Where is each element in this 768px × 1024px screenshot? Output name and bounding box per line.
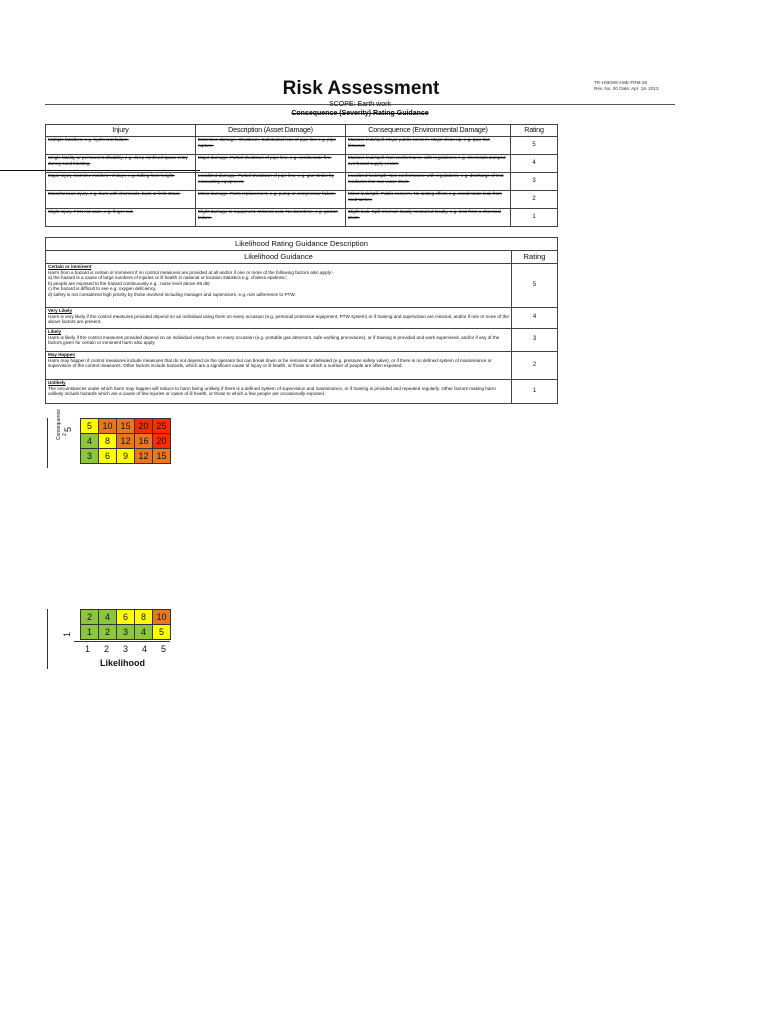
consequence-title: Consequence (Severity) Rating Guidance: [291, 110, 429, 117]
table-row: [46, 137, 558, 155]
consequence-row-label-1: 1: [62, 631, 72, 637]
risk-cell: 12: [117, 434, 135, 449]
guidance-cell: [46, 264, 512, 308]
risk-cell: 4: [99, 610, 117, 625]
x-axis-line: [74, 641, 170, 642]
consequence-row-label: 5: [63, 426, 73, 432]
doc-revision: Rev. No. 00 Date: Apr. 19, 2013: [594, 86, 659, 91]
risk-cell: 5: [81, 419, 99, 434]
matrix-row: [81, 419, 171, 434]
env-cell: Localized leak/spill. Non conformance with regulations, e.g. discharge of test mediums into rain water drain.: [346, 173, 511, 191]
injury-cell: Single fatality or permanent disability, e.g. deep confined space entry during sand blasting.: [46, 155, 196, 173]
matrix-row: [81, 610, 171, 625]
risk-cell: 10: [153, 610, 171, 625]
table-row: [46, 155, 558, 173]
env-cell: Massive leak/spill. Non conformance with regulations, e.g. chemicals dumped overboard supply vessel.: [346, 155, 511, 173]
matrix-axis-bottom: [47, 609, 48, 669]
guidance-label: Very Likely: [48, 308, 73, 313]
risk-cell: 8: [99, 434, 117, 449]
likelihood-tick-label: 1: [85, 644, 91, 654]
asset-cell: Extensive damage. Shutdown. Substantial loss of pipe line e.g. pipe rupture.: [196, 137, 346, 155]
rating-cell: 4: [511, 155, 558, 173]
risk-cell: 10: [99, 419, 117, 434]
guidance-text: c) the hazard is difficult to see e.g. oxygen deficiency.: [48, 286, 157, 292]
rating-cell: 3: [512, 329, 558, 352]
risk-cell: 6: [99, 449, 117, 464]
risk-cell: 20: [135, 419, 153, 434]
table-row: [46, 308, 558, 329]
consequence-header-row: [46, 125, 558, 137]
asset-cell: Slight damage to equipment. Minimal cost. No downtime, e.g. gasket failure.: [196, 209, 346, 227]
asset-cell: Minor damage. Parts replacement, e.g. pump or compressor failure.: [196, 191, 346, 209]
risk-matrix-top: [80, 418, 171, 464]
asset-cell: Localized damage. Partial shutdown of pipe line, e.g. gas stroke by excavating equipment.: [196, 173, 346, 191]
risk-cell: 6: [117, 610, 135, 625]
likelihood-title: Likelihood Rating Guidance Description: [46, 238, 558, 251]
matrix-row: [81, 449, 171, 464]
col-likelihood-rating: Rating: [512, 251, 558, 264]
guidance-label: Likely: [48, 329, 62, 334]
risk-cell: 9: [117, 449, 135, 464]
table-row: [46, 173, 558, 191]
guidance-text: Harm is very likely if the control measures provided depend on an individual using them on every occasion (e.g. personal protective equipment, PTW system) or if training and supervision are minimal, and/or if one or more of the above factors are present.: [48, 313, 509, 325]
env-cell: Massive leak/spill. Major public concern. Major clean up, e.g. pipe line blowout.: [346, 137, 511, 155]
likelihood-tick-label: 5: [161, 644, 167, 654]
col-likelihood-guidance: Likelihood Guidance: [46, 251, 512, 264]
guidance-text: a) the hazard is a cause of large numbers of injuries or ill health in national or location statistics e.g. cholera epidemic;: [48, 275, 288, 281]
risk-cell: 8: [135, 610, 153, 625]
table-row: [46, 209, 558, 227]
asset-cell: Major damage. Partial shutdown of pipe line, e.g. condensate fire.: [196, 155, 346, 173]
col-asset: Description (Asset Damage): [196, 125, 346, 137]
guidance-cell: [46, 329, 512, 352]
rating-cell: 5: [511, 137, 558, 155]
guidance-label: Unlikely: [48, 380, 66, 385]
likelihood-tick-label: 2: [104, 644, 110, 654]
matrix-axis-top: [47, 418, 48, 468]
guidance-text: The circumstances under which harm may happen will reduce to harm being unlikely if there is a defined system of supervision and maintenance, or if training is provided and repeated regularly. Other factors making harm unlikely include hazards which are a cause of few injuries or cases of ill health, or those to which a few people are occasionally exposed.: [48, 385, 496, 397]
matrix-row: [81, 434, 171, 449]
table-row: [46, 329, 558, 352]
rating-cell: 4: [512, 308, 558, 329]
col-env: Consequence (Environmental Damage): [346, 125, 511, 137]
env-cell: Slight leak. Spill minimal. Easily contained locally, e.g. leak from a chemical drum.: [346, 209, 511, 227]
col-injury: Injury: [46, 125, 196, 137]
injury-cell: Minor/serious injury, e.g. burn with chemicals, back or limb strain.: [46, 191, 196, 209]
risk-cell: 5: [153, 625, 171, 640]
risk-cell: 16: [135, 434, 153, 449]
risk-matrix-bottom: [80, 609, 171, 640]
col-rating: Rating: [511, 125, 558, 137]
risk-cell: 1: [81, 625, 99, 640]
rating-cell: 1: [511, 209, 558, 227]
rating-cell: 2: [511, 191, 558, 209]
injury-cell: Major injury, lost time incident >3 days, e.g. falling from height.: [46, 173, 196, 191]
table-row: [46, 352, 558, 380]
page-title: Risk Assessment: [282, 78, 440, 99]
consequence-table: [45, 124, 558, 227]
likelihood-axis-title: Likelihood: [100, 658, 145, 668]
table-row: [46, 264, 558, 308]
rating-cell: 1: [512, 380, 558, 404]
consequence-axis-sub: 2: [62, 433, 68, 436]
guidance-cell: [46, 380, 512, 404]
risk-cell: 20: [153, 434, 171, 449]
guidance-text: d) safety is not considered high priority by those involved including manager and supervisors, e.g. non adherence to PTW.: [48, 291, 296, 297]
matrix-row: [81, 625, 171, 640]
risk-cell: 3: [117, 625, 135, 640]
guidance-cell: [46, 352, 512, 380]
doc-code: TR-HSEMS-HSE-FRM-26: [594, 80, 648, 85]
doc-reference: [594, 80, 659, 92]
likelihood-table: [45, 237, 558, 404]
risk-cell: 4: [135, 625, 153, 640]
table-row: [46, 191, 558, 209]
guidance-text: Harm may happen if control measures include measures that do not depend on the operator but can break down or be removed or defeated (e.g. pressure safety valve), or if there is no defined system of maintenance or supervision of the control measures. Other factors include hazards, which are a significant cause of injury or ill health, or those to which a number of people are often exposed.: [48, 357, 492, 369]
likelihood-tick-label: 3: [123, 644, 129, 654]
guidance-text: Harm is likely if the control measures provided depend on an individual using them on every occasion (e.g. portable gas detectors, safe working procedures), or if training is provided and work supervised, and/or if any of the factors given for certain or imminent harm also apply.: [48, 334, 500, 346]
injury-cell: Multiple fatalities, e.g. hydro test failure.: [46, 137, 196, 155]
risk-cell: 12: [135, 449, 153, 464]
risk-cell: 15: [117, 419, 135, 434]
guidance-cell: [46, 308, 512, 329]
rating-cell: 2: [512, 352, 558, 380]
guidance-text: b) people are exposed to the hazard continuously e.g., noise level above 85 dB;: [48, 280, 211, 286]
rating-cell: 5: [512, 264, 558, 308]
risk-cell: 2: [99, 625, 117, 640]
guidance-label: May Happen: [48, 352, 76, 357]
guidance-label: Certain or imminent: [48, 264, 92, 269]
rating-cell: 3: [511, 173, 558, 191]
scope-label: SCOPE: Earth work: [329, 101, 391, 108]
table-row: [46, 380, 558, 404]
risk-cell: 15: [153, 449, 171, 464]
risk-cell: 2: [81, 610, 99, 625]
env-cell: Minor leak/spill. Public concern. No lasting effect, e.g. condensate leak from road tanker.: [346, 191, 511, 209]
guidance-text: Harm from a hazard is certain or imminent if no control measures are provided at all and/or if one or more of the following factors also apply:-: [48, 269, 334, 275]
risk-cell: 3: [81, 449, 99, 464]
likelihood-tick-label: 4: [142, 644, 148, 654]
risk-cell: 25: [153, 419, 171, 434]
consequence-axis-label: Consequence: [56, 409, 62, 440]
injury-cell: Slight injury. First Aid case, e.g. finger cut.: [46, 209, 196, 227]
risk-cell: 4: [81, 434, 99, 449]
